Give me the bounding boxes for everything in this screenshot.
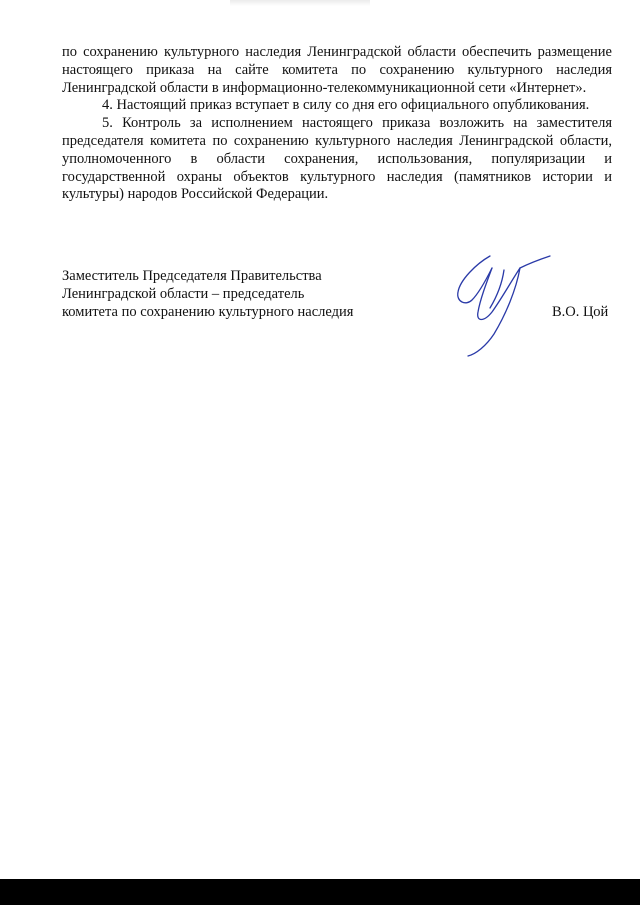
signatory-title-line-1: Заместитель Председателя Правительства — [62, 268, 322, 284]
signatory-title — [62, 268, 382, 321]
signatory-title-line-2: Ленинградской области – председатель — [62, 285, 305, 302]
signatory-title-line-3: комитета по сохранению культурного наследия — [62, 303, 354, 320]
scan-border — [0, 879, 640, 905]
paragraph-continuation: по сохранению культурного наследия Ленинградской области обеспечить размещение настоящего приказа на сайте комитета по сохранению культурного наследия Ленинградской области в информационно-телекоммуникационной сети «Интернет». — [62, 44, 612, 96]
paragraph-item-4: 4. Настоящий приказ вступает в силу со дня его официального опубликования. — [102, 97, 590, 114]
handwritten-signature-icon — [446, 250, 556, 360]
document-body — [62, 44, 612, 204]
paragraph-item-5: 5. Контроль за исполнением настоящего приказа возложить на заместителя председателя комитета по сохранению культурного наследия Ленинградской области, уполномоченного в области сохранения, использования, популяризации и государственной охраны объектов культурного наследия (памятников истории и культуры) народов Российской Федерации. — [62, 115, 612, 203]
signer-name: В.О. Цой — [552, 304, 609, 320]
scan-artifact — [230, 0, 370, 6]
